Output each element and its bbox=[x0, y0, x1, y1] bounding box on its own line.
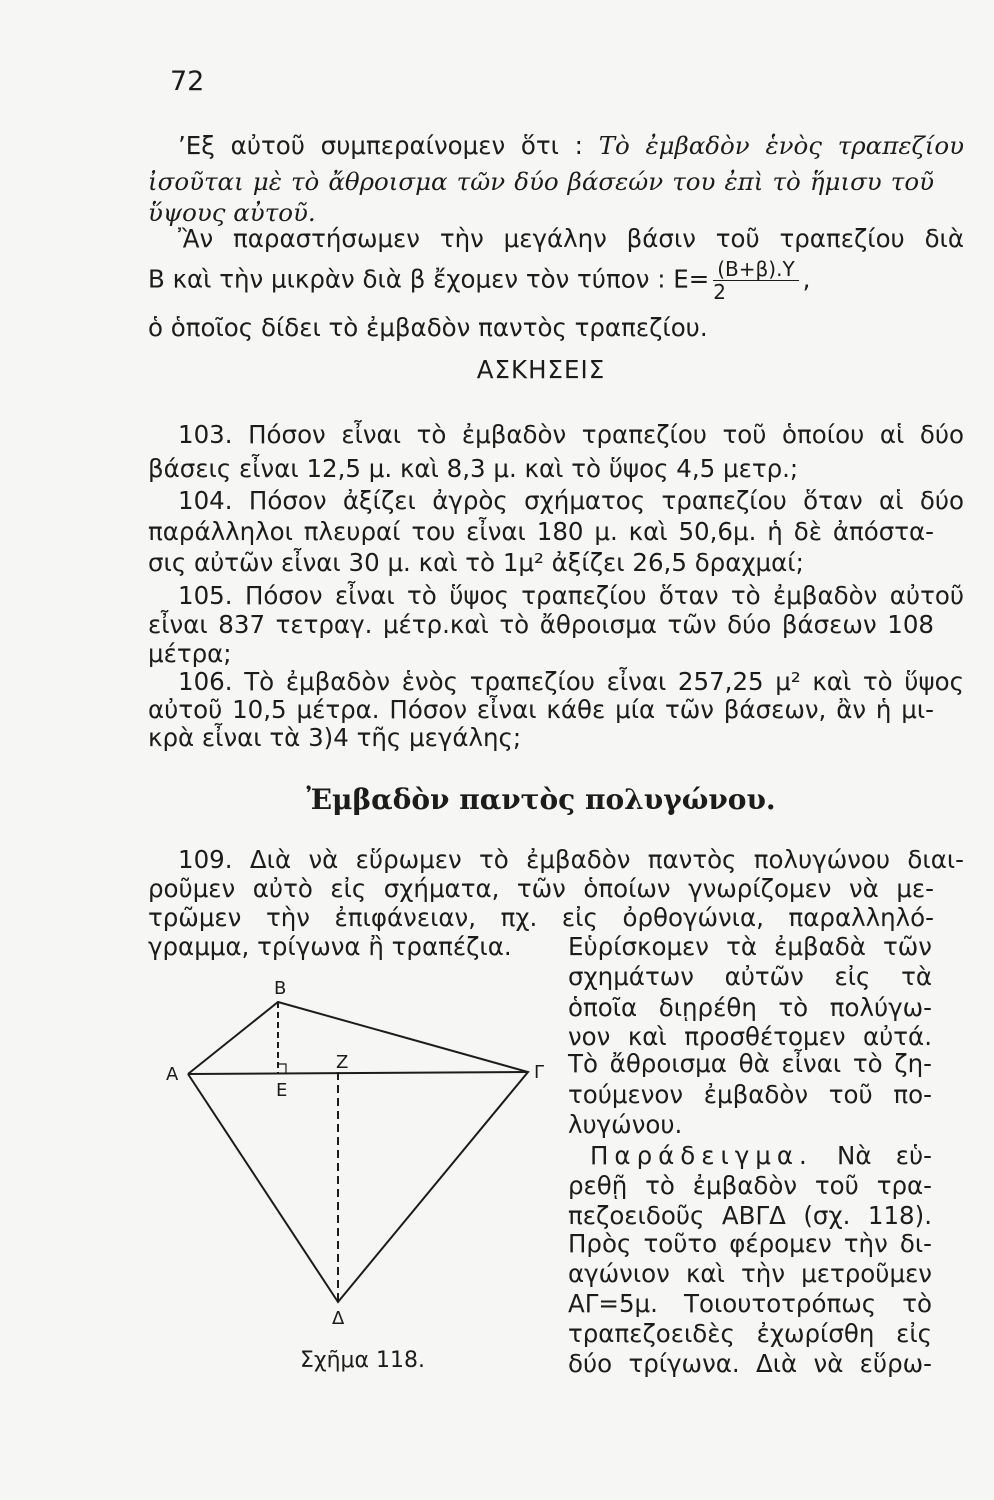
example-label: Παράδειγμα. bbox=[590, 1141, 813, 1170]
body-line-1: 109. Διὰ νὰ εὕρωμεν τὸ ἐμβαδὸν παντὸς πολυγώνου διαι- bbox=[178, 845, 964, 874]
trapezoid-outline bbox=[188, 1002, 528, 1302]
body-line-4-right: Εὑρίσκομεν τὰ ἐμβαδὰ τῶν bbox=[568, 932, 932, 961]
exercise-106-line-3: κρὰ εἶναι τὰ 3)4 τῆς μεγάλης; bbox=[148, 723, 522, 752]
label-B: Β bbox=[274, 978, 287, 999]
body-line-2: ροῦμεν αὐτὸ εἰς σχήματα, τῶν ὁποίων γνωρίζομεν νὰ με- bbox=[148, 874, 934, 903]
formula-tail: , bbox=[802, 264, 811, 294]
exercise-106-line-2: αὐτοῦ 10,5 μέτρα. Πόσον εἶναι κάθε μία τῶν βάσεων, ἂν ἡ μι- bbox=[148, 695, 934, 724]
col-line-9: πεζοειδοῦς ΑΒΓΔ (σχ. 118). bbox=[568, 1201, 932, 1230]
label-A: Α bbox=[166, 1064, 179, 1085]
col-line-14: δύο τρίγωνα. Διὰ νὰ εὕρω- bbox=[568, 1349, 932, 1378]
exercise-105-line-3: μέτρα; bbox=[148, 639, 232, 668]
col-line-3: νον καὶ προσθέτομεν αὐτά. bbox=[568, 1022, 932, 1051]
col-line-5: τούμενον ἐμβαδὸν τοῦ πο- bbox=[568, 1080, 932, 1109]
col-line-6: λυγώνου. bbox=[568, 1110, 683, 1139]
exercise-105-line-1: 105. Πόσον εἶναι τὸ ὕψος τραπεζίου ὅταν τὸ ἐμβαδὸν αὐτοῦ bbox=[178, 581, 964, 610]
label-D: Δ bbox=[332, 1308, 345, 1329]
formula-denominator: 2 bbox=[713, 280, 726, 304]
exercise-104-line-1: 104. Πόσον ἀξίζει ἀγρὸς σχήματος τραπεζίου ὅταν αἱ δύο bbox=[178, 486, 964, 515]
col-line-12: ΑΓ=5μ. Τοιουτοτρόπως τὸ bbox=[568, 1289, 932, 1318]
exercises-heading: ΑΣΚΗΣΕΙΣ bbox=[476, 355, 606, 384]
exercise-103-line-1: 103. Πόσον εἶναι τὸ ἐμβαδὸν τραπεζίου τοῦ ὁποίου αἱ δύο bbox=[178, 420, 964, 449]
exercise-104-line-2: παράλληλοι πλευραί του εἶναι 180 μ. καὶ 50,6μ. ἡ δὲ ἀπόστα- bbox=[148, 517, 934, 546]
label-E: Ε bbox=[276, 1080, 288, 1101]
figure-caption: Σχῆμα 118. bbox=[300, 1348, 426, 1373]
intro-line-1 bbox=[148, 128, 964, 164]
page-number: 72 bbox=[170, 66, 205, 97]
formula-lead-text: Β καὶ τὴν μικρὰν διὰ β ἔχομεν τὸν τύπον : Ε= bbox=[148, 264, 710, 294]
col-line-4: Τὸ ἄθροισμα θὰ εἶναι τὸ ζη- bbox=[568, 1049, 932, 1078]
intro-line-3: ὕψους αὐτοῦ. bbox=[148, 198, 316, 227]
exercise-103-line-2: βάσεις εἶναι 12,5 μ. καὶ 8,3 μ. καὶ τὸ ὕψος 4,5 μετρ.; bbox=[148, 454, 799, 483]
intro-line-4: Ἂν παραστήσωμεν τὴν μεγάλην βάσιν τοῦ τραπεζίου διὰ bbox=[178, 224, 964, 253]
body-line-3: τρῶμεν τὴν ἐπιφάνειαν, πχ. εἰς ὀρθογώνια, παραλληλό- bbox=[148, 903, 934, 932]
label-G: Γ bbox=[534, 1062, 545, 1083]
intro-line-2: ἰσοῦται μὲ τὸ ἄθροισμα τῶν δύο βάσεών του ἐπὶ τὸ ἥμισυ τοῦ bbox=[148, 167, 934, 196]
exercise-104-line-3: σις αὐτῶν εἶναι 30 μ. καὶ τὸ 1μ² ἀξίζει 26,5 δραχμαί; bbox=[148, 548, 804, 577]
body-line-4: γραμμα, τρίγωνα ἢ τραπέζια. bbox=[148, 932, 512, 961]
intro-line-6: ὁ ὁποῖος δίδει τὸ ἐμβαδὸν παντὸς τραπεζίου. bbox=[148, 313, 708, 342]
intro-line-1-text: ’Εξ αὐτοῦ συμπεραίνομεν ὅτι : bbox=[178, 131, 599, 160]
label-Z: Ζ bbox=[336, 1052, 349, 1073]
area-formula bbox=[713, 258, 798, 303]
col-line-1: σχημάτων αὐτῶν εἰς τὰ bbox=[568, 962, 932, 991]
col-line-8: ρεθῇ τὸ ἐμβαδὸν τοῦ τρα- bbox=[568, 1171, 932, 1200]
section-title: Ἐμβαδὸν παντὸς πολυγώνου. bbox=[306, 783, 776, 816]
intro-line-1-italic: Τὸ ἐμβαδὸν ἑνὸς τραπεζίου bbox=[598, 131, 964, 160]
col-line-13: τραπεζοειδὲς ἐχωρίσθη εἰς bbox=[568, 1319, 932, 1348]
col-line-2: ὁποῖα διῃρέθη τὸ πολύγω- bbox=[568, 993, 932, 1022]
polygon-ABGD bbox=[188, 1002, 528, 1302]
intro-formula-line bbox=[148, 258, 934, 303]
exercise-105-line-2: εἶναι 837 τετραγ. μέτρ.καὶ τὸ ἄθροισμα τῶν δύο βάσεων 108 bbox=[148, 610, 934, 639]
exercise-106-line-1: 106. Τὸ ἐμβαδὸν ἑνὸς τραπεζίου εἶναι 257,25 μ² καὶ τὸ ὕψος bbox=[178, 667, 964, 696]
col-line-10: Πρὸς τοῦτο φέρομεν τὴν δι- bbox=[568, 1229, 932, 1258]
diagonal-AG bbox=[188, 1072, 528, 1074]
figure-118 bbox=[160, 972, 560, 1332]
formula-numerator: (Β+β).Υ bbox=[713, 258, 798, 281]
col-line-11: αγώνιον καὶ τὴν μετροῦμεν bbox=[568, 1259, 932, 1288]
example-lead: Νὰ εὑ- bbox=[837, 1141, 932, 1170]
